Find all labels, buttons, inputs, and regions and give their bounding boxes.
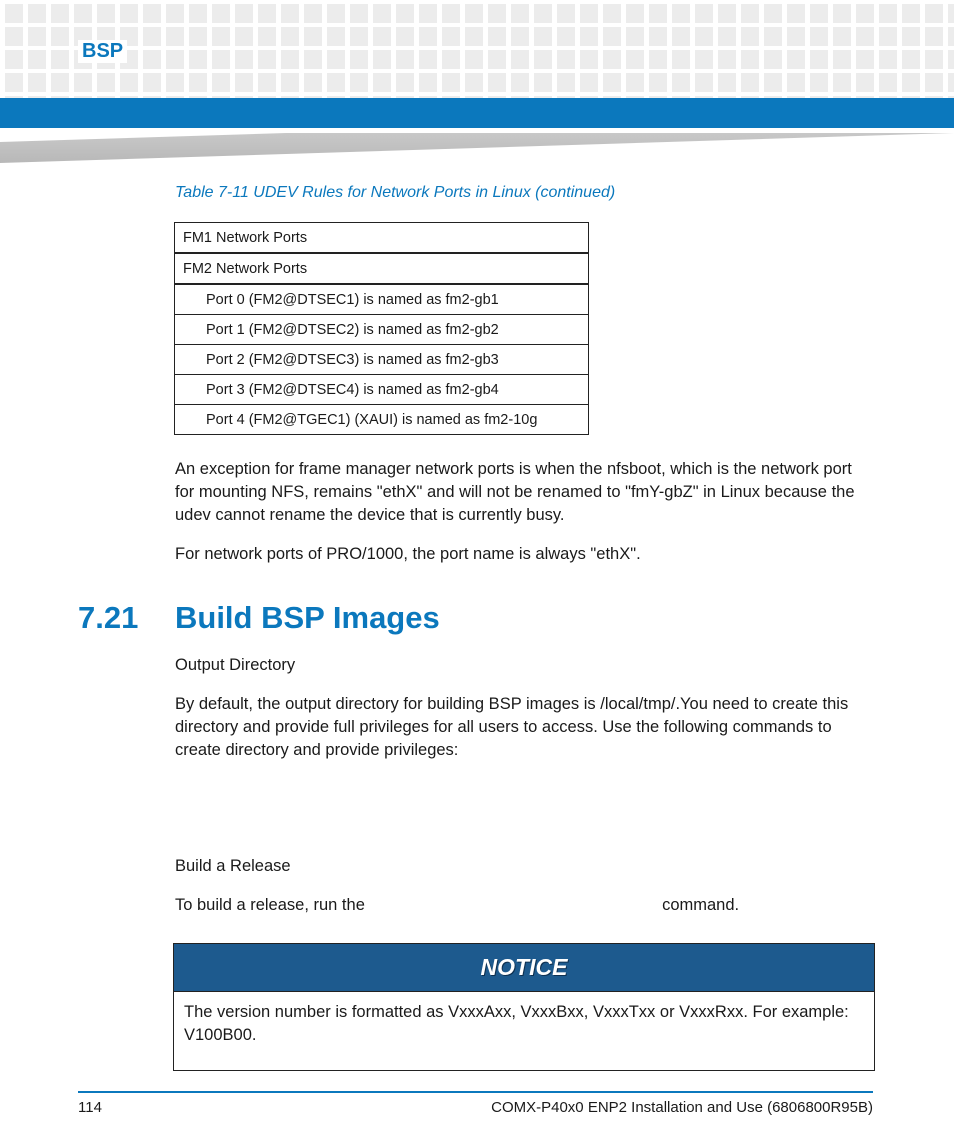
output-directory-paragraph: By default, the output directory for building BSP images is /local/tmp/.You need to create this directory and provide full privileges for all users to access. Use the following commands to create directory and provide privileges:	[175, 695, 849, 759]
footer-document-title: COMX-P40x0 ENP2 Installation and Use (6806800R95B)	[491, 1099, 873, 1116]
table-row	[175, 405, 589, 435]
network-ports-table	[174, 222, 589, 435]
exception-paragraph: An exception for frame manager network ports is when the nfsboot, which is the network port for mounting NFS, remains "ethX" and will not be renamed to "fmY-gbZ" in Linux because the udev cannot rename the device that is currently busy.	[175, 460, 855, 524]
table-row	[175, 253, 589, 284]
header-blue-bar	[0, 98, 954, 128]
table-row	[175, 284, 589, 315]
build-release-text-start: To build a release, run the	[175, 896, 365, 914]
section-title-text: Build BSP Images	[175, 600, 440, 635]
notice-box	[173, 943, 875, 1071]
table-cell: Port 2 (FM2@DTSEC3) is named as fm2-gb3	[175, 345, 589, 375]
table-cell: Port 4 (FM2@TGEC1) (XAUI) is named as fm2-10g	[175, 405, 589, 435]
output-directory-heading: Output Directory	[175, 656, 296, 674]
build-release-paragraph	[175, 894, 875, 917]
notice-header	[174, 944, 874, 992]
build-release-heading: Build a Release	[175, 857, 291, 875]
table-cell: Port 1 (FM2@DTSEC2) is named as fm2-gb2	[175, 315, 589, 345]
table-row	[175, 223, 589, 254]
table-cell: FM2 Network Ports	[175, 253, 589, 284]
header-dot-pattern	[0, 0, 954, 98]
header-grey-wedge	[0, 133, 954, 163]
table-cell: Port 0 (FM2@DTSEC1) is named as fm2-gb1	[175, 284, 589, 315]
table-cell: FM1 Network Ports	[175, 223, 589, 254]
table-cell: Port 3 (FM2@DTSEC4) is named as fm2-gb4	[175, 375, 589, 405]
table-row	[175, 345, 589, 375]
footer-page-number: 114	[78, 1099, 102, 1116]
pro1000-paragraph: For network ports of PRO/1000, the port name is always "ethX".	[175, 545, 641, 563]
notice-text: The version number is formatted as VxxxAxx, VxxxBxx, VxxxTxx or VxxxRxx. For example: V100B00.	[184, 1003, 849, 1044]
table-row	[175, 315, 589, 345]
section-number: 7.21	[78, 600, 139, 635]
footer-rule	[78, 1091, 873, 1093]
build-release-text-end: command.	[662, 896, 740, 914]
section-heading	[78, 600, 440, 636]
table-row	[175, 375, 589, 405]
notice-title: NOTICE	[480, 954, 568, 980]
table-caption: Table 7-11 UDEV Rules for Network Ports in Linux (continued)	[175, 184, 616, 201]
header-section-label: BSP	[78, 40, 127, 63]
